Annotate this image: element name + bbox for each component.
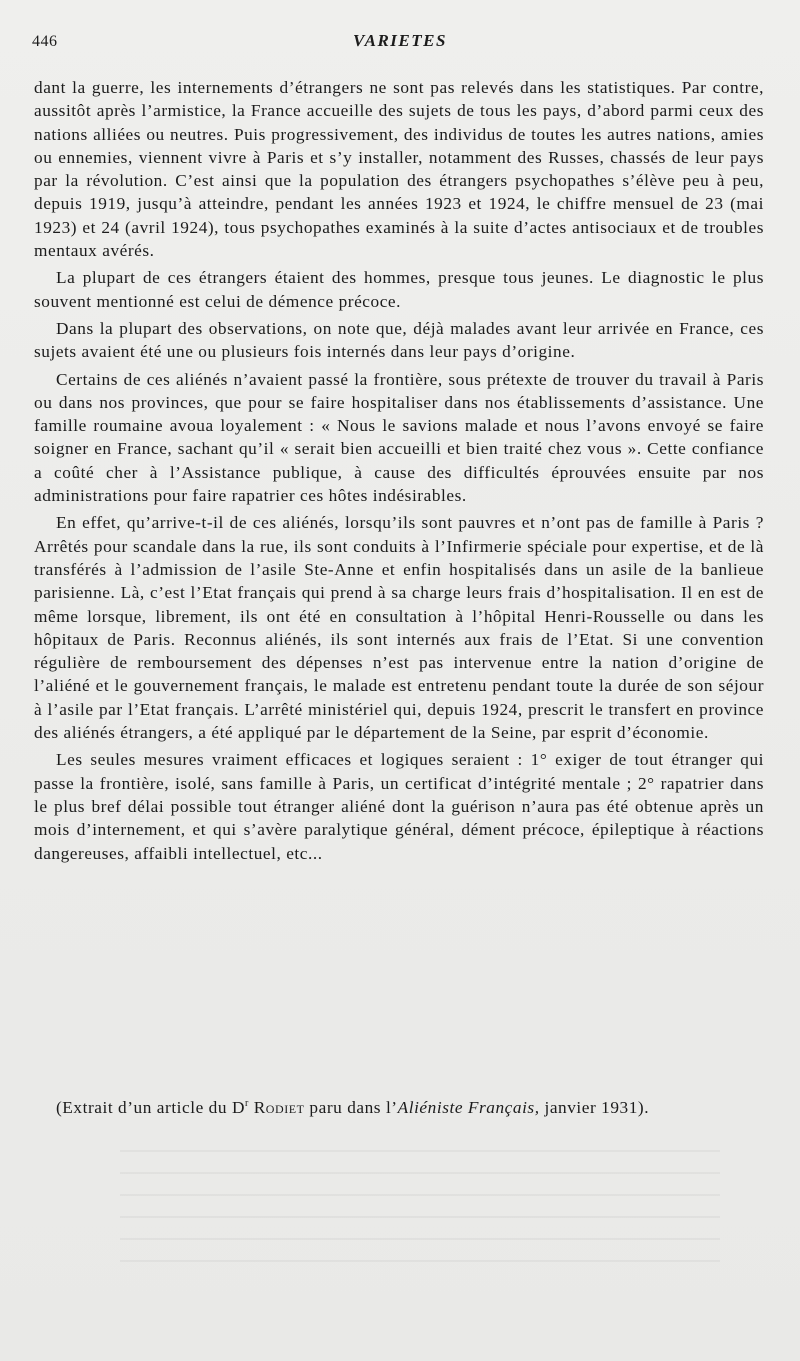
page-number: 446 (32, 33, 58, 50)
article-body (34, 76, 764, 869)
paragraph-4: Certains de ces aliénés n’avaient passé la frontière, sous prétexte de trouver du travail à Paris ou dans nos provinces, que pour se faire hospitaliser dans nos établissements d’assistance. Une famille roumaine avoua loyalement : « Nous le savions malade et nous l’avons envoyé se faire soigner en France, sachant qu’il « serait bien accueilli et bien traité chez vous ». Cette confiance a coûté cher à l’Assistance publique, à cause des difficultés éprouvées ensuite par nos administrations pour faire rapatrier ces hôtes indésirables. (34, 369, 764, 506)
running-title: VARIETES (353, 31, 447, 50)
citation-title-superscript: r (244, 1098, 249, 1110)
paragraph-6: Les seules mesures vraiment efficaces et logiques seraient : 1° exiger de tout étranger qui passe la frontière, isolé, sans famille à Paris, un certificat d’intégrité mentale ; 2° rapatrier dans le plus bref délai possible tout étranger aliéné dont la guérison n’aura pas été obtenue après un mois d’internement, et qui s’avère paralytique général, dément précoce, épileptique à réactions dangereuses, affaibli intellectuel, etc... (34, 750, 764, 863)
source-citation (34, 1096, 764, 1119)
citation-journal: Aliéniste Français, (397, 1098, 540, 1117)
citation-prefix: (Extrait d’un article du D (56, 1098, 245, 1117)
paragraph-1: dant la guerre, les internements d’étrangers ne sont pas relevés dans les statistiques. Par contre, aussitôt après l’armistice, la France accueille des sujets de tous les pays, d’abord parmi ceux des nations alliées ou neutres. Puis progressivement, des individus de toutes les autres nations, amies ou ennemies, viennent vivre à Paris et s’y installer, notamment des Russes, chassés de leur pays par la révolution. C’est ainsi que la population des étrangers psychopathes s’élève peu à peu, depuis 1919, jusqu’à atteindre, pendant les années 1923 et 1924, le chiffre mensuel de 23 (mai 1923) et 24 (avril 1924), tous psychopathes examinés à la suite d’actes antisociaux et de troubles mentaux avérés. (34, 78, 764, 261)
citation-suffix: janvier 1931). (539, 1098, 650, 1117)
citation-author: Rodiet (253, 1098, 305, 1117)
paragraph-2: La plupart de ces étrangers étaient des hommes, presque tous jeunes. Le diagnostic le plus souvent mentionné est celui de démence précoce. (34, 268, 764, 311)
paragraph-3: Dans la plupart des observations, on note que, déjà malades avant leur arrivée en France, ces sujets avaient été une ou plusieurs fois internés dans leur pays d’origine. (34, 318, 764, 362)
paragraph-5: En effet, qu’arrive-t-il de ces aliénés, lorsqu’ils sont pauvres et n’ont pas de famille à Paris ? Arrêtés pour scandale dans la rue, ils sont conduits à l’Infirmerie spéciale pour expertise, et de là transférés à l’admission de l’asile Ste-Anne et enfin hospitalisés dans un asile de la banlieue parisienne. Là, c’est l’Etat français qui prend à sa charge leurs frais d’hospitalisation. Il en est de même lorsque, librement, ils ont été en consultation à l’hôpital Henri-Rousselle ou dans les hôpitaux de Paris. Reconnus aliénés, ils sont internés aux frais de l’Etat. Si une convention régulière de remboursement des dépenses n’est pas intervenue entre la nation d’origine de l’aliéné et le gouvernement français, le malade est entretenu pendant toute la durée de son séjour à l’asile par l’Etat français. L’arrêté ministériel qui, depuis 1924, prescrit le transfert en province des aliénés étrangers, a été appliqué par le département de la Seine, par esprit d’économie. (34, 513, 764, 743)
citation-middle: paru dans l’ (304, 1098, 398, 1117)
show-through-bleed (120, 1150, 720, 1270)
